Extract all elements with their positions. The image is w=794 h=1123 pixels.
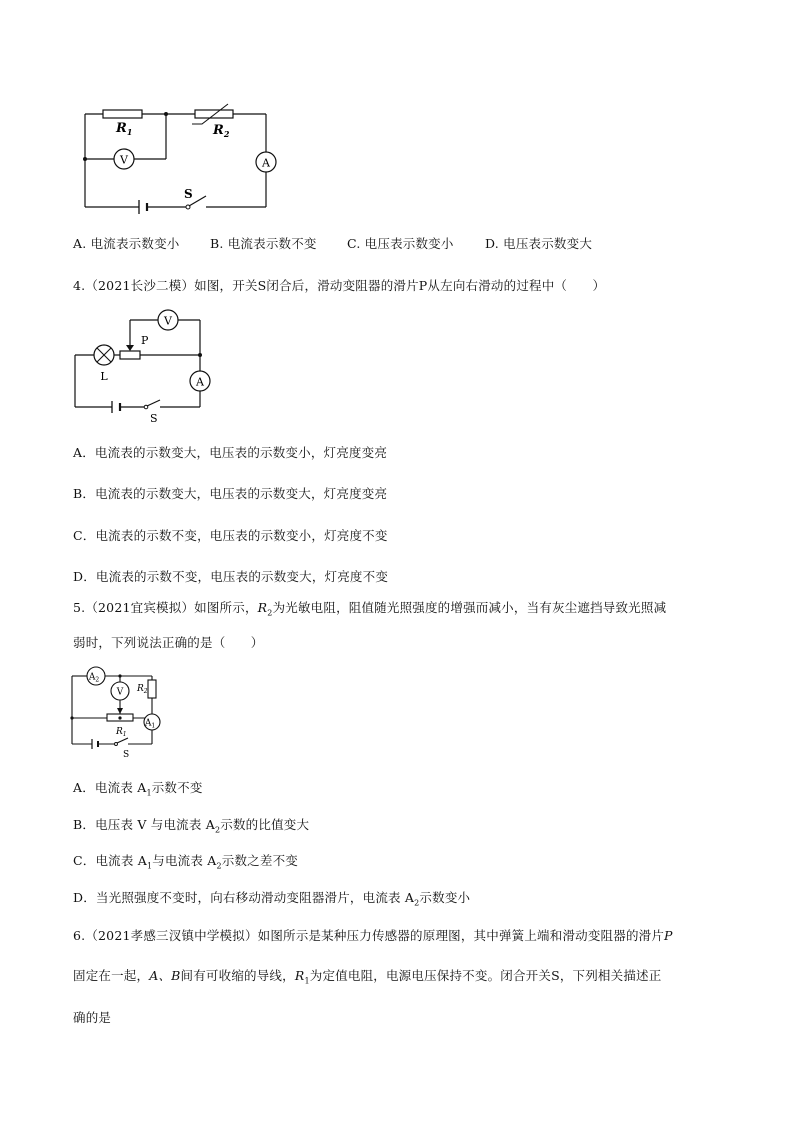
q3-r1-sub: 1 [126,127,133,137]
q5-resistor-r2 [148,680,156,698]
q5-option-c-sub1: 1 [146,861,153,871]
q4-option-d: D．电流表的示数不变，电压表的示数变大，灯亮度不变 [73,569,389,584]
svg-text:R2 [136,684,148,695]
q5-option-d-sub: 2 [414,898,420,908]
q5-stem-line1 [73,598,666,618]
q5-switch-label: S [123,750,130,760]
q5-r1-label: R [116,727,123,737]
q3-r2-sub: 2 [223,129,230,139]
q5-a2-sub: 2 [95,676,100,684]
q5-stem-line2: 弱时，下列说法正确的是（ ） [73,635,264,650]
q5-option-a-sub: 1 [146,788,152,798]
q5-stem-text-b: 为光敏电阻，阻值随光照强度的增强而减小，当有灰尘遮挡导致光照减 [272,600,667,615]
q5-stem-r-sub: 2 [267,608,273,618]
q4-ammeter-label: A [196,375,204,389]
q5-a1-sub: 1 [151,722,156,730]
q5-voltmeter-label: V [116,687,124,698]
q5-option-d [73,888,470,908]
q3-option-a: A. 电流表示数变小 [73,236,180,251]
svg-text:R2 [212,123,230,139]
q4-slider-arrow [126,345,134,351]
q4-switch [147,400,160,406]
q3-option-b: B. 电流表示数不变 [210,236,317,251]
q5-option-a-text: A．电流表 A [73,780,147,795]
q3-circuit-diagram [70,100,290,220]
q3-options [73,234,592,252]
q6-line2-text-b: 间有可收缩的导线， [180,968,295,983]
q6-stem-line1 [73,926,673,944]
q5-option-c [73,851,298,871]
q5-r2-label: R [137,684,144,694]
q5-option-c-text3: 示数之差不变 [221,853,298,868]
q5-option-a [73,778,203,798]
q3-voltmeter-label: V [120,153,128,167]
q3-option-d: D. 电压表示数变大 [485,236,593,251]
q4-switch-label: S [150,412,158,425]
q5-option-b-text2: 示数的比值变大 [220,817,310,832]
q6-line2-ab: A、B [149,968,181,983]
q4-lamp [94,345,114,365]
q5-a2-label: A [88,672,96,683]
q5-option-d-text2: 示数变小 [419,890,471,905]
q5-stem-r: R [257,600,268,615]
q6-line2-text-a: 固定在一起， [73,968,150,983]
q4-option-b: B．电流表的示数变大，电压表的示数变大，灯亮度变亮 [73,486,388,501]
q4-circuit-diagram [66,308,226,428]
q3-option-c: C. 电压表示数变小 [347,236,454,251]
q3-switch-label: S [184,187,193,201]
q5-r2-sub: 2 [143,688,148,695]
q6-line2-r-sub: 1 [304,976,310,986]
q3-ammeter-label: A [262,156,270,170]
svg-text:R1 [115,121,132,137]
q5-stem-text-a: 5.（2021宜宾模拟）如图所示， [73,600,258,615]
q5-option-c-text2: 与电流表 A [152,853,217,868]
q5-r1-sub: 1 [122,731,127,738]
q5-a1-label: A [144,718,152,729]
q6-line1-text: 6.（2021孝感三汊镇中学模拟）如图所示是某种压力传感器的原理图，其中弹簧上端和滑动变阻器的滑片 [73,928,665,943]
q6-line2-r: R [294,968,305,983]
q6-stem-line2 [73,966,661,986]
q4-voltmeter-label: V [164,314,172,328]
q4-rheostat [120,351,140,359]
q5-option-b-text: B．电压表 V 与电流表 A [73,817,215,832]
q5-circuit-diagram [66,664,176,764]
q5-switch [117,738,128,743]
q6-line2-text-c: 为定值电阻，电源电压保持不变。闭合开关S，下列相关描述正 [309,968,662,983]
svg-text:R1 [115,727,127,738]
q4-option-c: C．电流表的示数不变，电压表的示数变小，灯亮度不变 [73,528,388,543]
q5-option-b-sub: 2 [214,825,221,835]
q4-lamp-label: L [100,370,108,383]
q4-stem: 4.（2021长沙二模）如图，开关S闭合后，滑动变阻器的滑片P从左向右滑动的过程中（ ） [73,278,606,293]
q5-option-a-text2: 示数不变 [151,780,203,795]
q3-r1-label: R [116,121,127,136]
q5-option-c-text: C．电流表 A [73,853,147,868]
q4-slider-label: P [141,334,149,347]
q5-option-c-sub2: 2 [216,861,222,871]
q5-option-b [73,815,309,835]
q6-line1-p: P [664,928,673,943]
q5-option-d-text: D．当光照强度不变时，向右移动滑动变阻器滑片，电流表 A [73,890,415,905]
q3-resistor-r1 [103,110,142,118]
q3-r2-label: R [213,123,224,138]
q4-option-a: A．电流表的示数变大，电压表的示数变小，灯亮度变亮 [73,445,388,460]
q6-stem-line3: 确的是 [73,1010,112,1025]
q3-resistor-r2 [195,110,233,118]
